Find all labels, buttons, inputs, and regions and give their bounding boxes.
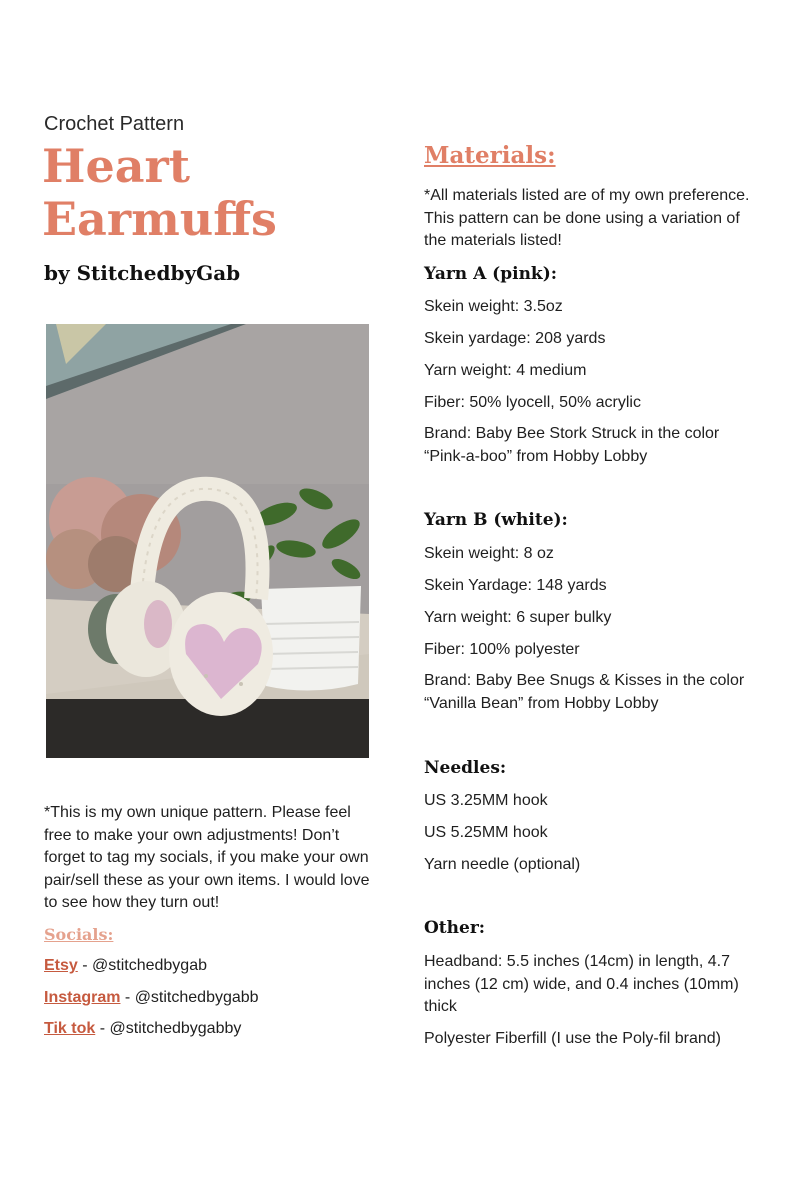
pattern-note: *This is my own unique pattern. Please feel free to make your own adjustments! Don’t forget to tag my socials, if you make your own pair/sell these as your own items. I would love to see how they turn out! — [44, 804, 370, 911]
other-line: Polyester Fiberfill (I use the Poly-fil brand) — [424, 1030, 721, 1047]
social-row-etsy — [44, 957, 207, 975]
yarn-a-line: Brand: Baby Bee Stork Struck in the color “Pink-a-boo” from Hobby Lobby — [424, 425, 720, 465]
yarn-b-line: Yarn weight: 6 super bulky — [424, 609, 612, 626]
etsy-handle: - @stitchedbygab — [77, 957, 207, 974]
materials-heading: Materials: — [424, 142, 556, 169]
title-line-2: Earmuffs — [42, 192, 277, 246]
yarn-a-line: Yarn weight: 4 medium — [424, 362, 587, 379]
other-line: Headband: 5.5 inches (14cm) in length, 4.7 inches (12 cm) wide, and 0.4 inches (10mm) thick — [424, 953, 739, 1015]
title-line-1: Heart — [42, 139, 191, 193]
social-row-tiktok — [44, 1020, 241, 1038]
instagram-link[interactable]: Instagram — [44, 989, 121, 1006]
needles-line: US 5.25MM hook — [424, 824, 548, 841]
yarn-a-heading: Yarn A (pink): — [424, 264, 558, 284]
yarn-b-line: Brand: Baby Bee Snugs & Kisses in the color “Vanilla Bean” from Hobby Lobby — [424, 672, 745, 712]
yarn-b-line: Fiber: 100% polyester — [424, 641, 580, 658]
other-heading: Other: — [424, 918, 486, 938]
instagram-handle: - @stitchedbygabb — [120, 989, 259, 1006]
yarn-a-line: Skein weight: 3.5oz — [424, 298, 563, 315]
pattern-title — [42, 140, 277, 246]
needles-line: US 3.25MM hook — [424, 792, 548, 809]
needles-line: Yarn needle (optional) — [424, 856, 581, 873]
yarn-a-line: Skein yardage: 208 yards — [424, 330, 606, 347]
yarn-a-line: Fiber: 50% lyocell, 50% acrylic — [424, 394, 641, 411]
yarn-b-line: Skein weight: 8 oz — [424, 545, 554, 562]
earmuffs-photo — [46, 324, 369, 758]
needles-heading: Needles: — [424, 758, 507, 778]
tiktok-link[interactable]: Tik tok — [44, 1020, 96, 1037]
etsy-link[interactable]: Etsy — [44, 957, 78, 974]
yarn-b-line: Skein Yardage: 148 yards — [424, 577, 607, 594]
materials-intro: *All materials listed are of my own preference. This pattern can be done using a variation of the materials listed! — [424, 187, 750, 249]
yarn-b-heading: Yarn B (white): — [424, 510, 568, 530]
pattern-type-label: Crochet Pattern — [44, 113, 185, 135]
tiktok-handle: - @stitchedbygabby — [95, 1020, 242, 1037]
socials-heading: Socials: — [44, 925, 114, 944]
author-byline: by StitchedbyGab — [44, 261, 241, 285]
social-row-instagram — [44, 989, 259, 1007]
